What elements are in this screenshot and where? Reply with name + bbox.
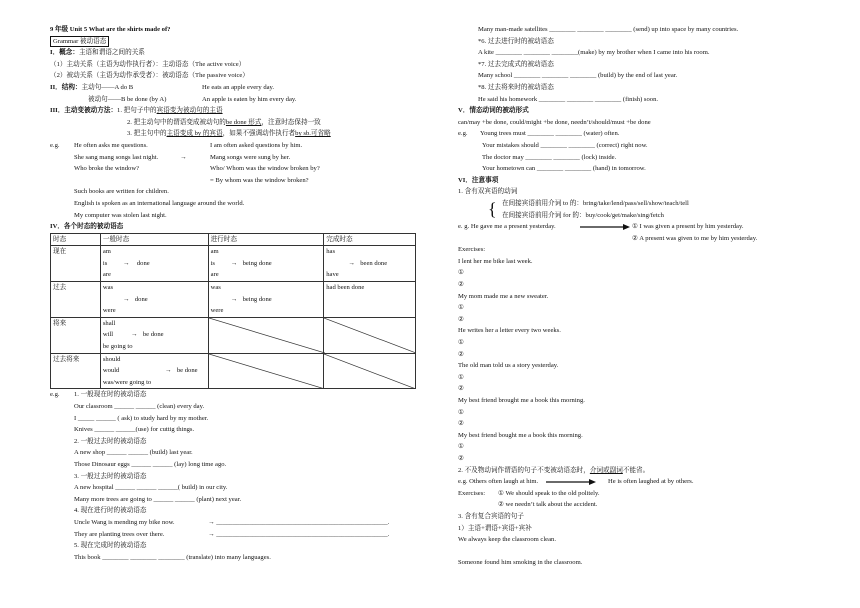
tense-cell: 现在 bbox=[51, 246, 101, 282]
answer-slot: ② bbox=[458, 350, 464, 358]
right-column bbox=[458, 24, 828, 569]
structure-active: II．结构：主动句——A do B He eats an apple every day. bbox=[50, 83, 275, 91]
simple-cell: was were → done bbox=[102, 284, 148, 315]
note-3: 3. 含有复合宾语的句子 bbox=[458, 512, 524, 520]
perfect-cell: has have → been done bbox=[326, 248, 388, 279]
table-header: 一般时态 bbox=[100, 233, 208, 246]
note-3-sub: 1）主语+谓语+宾语+宾补 bbox=[458, 524, 532, 532]
extra-example: English is spoken as an international language around the world. bbox=[74, 199, 245, 207]
method-step-2: 2. 把主动句中的谓语变成被动句的be done 形式，注意时态保持一致 bbox=[127, 118, 321, 126]
exercise-heading: 3. 一般过去时的被动语态 bbox=[74, 472, 147, 480]
simple-cell: am is are → done bbox=[102, 248, 150, 279]
concept-active: （1）主动关系（主语为动作执行者）：主动语态（The active voice） bbox=[50, 60, 246, 68]
empty-cell bbox=[211, 354, 322, 389]
empty-cell bbox=[211, 318, 322, 353]
answer-slot: ② bbox=[458, 315, 464, 323]
exercise-sentence: I lent her me bike last week. bbox=[458, 257, 533, 265]
exercise-item: Many school ________ ________ ________ (build) by the end of last year. bbox=[478, 72, 678, 80]
exercise-item: He said his homework ________ ________ ________ (finish) soon. bbox=[478, 95, 659, 103]
exercise-item: Many man-made satellites ________ ________ ________ (send) up into space by many countries. bbox=[478, 26, 739, 33]
note-3-example: We always keep the classroom clean. bbox=[458, 536, 556, 544]
table-row bbox=[51, 353, 416, 389]
table-header: 完成时态 bbox=[324, 233, 416, 246]
arrow-right-icon bbox=[546, 479, 596, 485]
modal-example: The doctor may ________ ________ (lock) inside. bbox=[482, 153, 617, 161]
answer-slot: ② bbox=[458, 420, 464, 428]
note-2-exercise: Exercises: ① We should speak to the old politely. bbox=[458, 489, 600, 497]
exercise-heading: *6. 过去进行时的被动语态 bbox=[478, 37, 554, 45]
exercise-sentence: The old man told us a story yesterday. bbox=[458, 362, 559, 370]
notes-heading: VI．注意事项 bbox=[458, 176, 499, 184]
modal-example: Your hometown can ________ ________ (hand) in tomorrow. bbox=[482, 165, 646, 173]
exercise-item: Knives ______ ______(use) for cuttig things. bbox=[74, 426, 195, 434]
exercise-item: Many more trees are going to ______ ______ (plant) next year. bbox=[74, 495, 242, 503]
answer-slot: ① bbox=[458, 269, 464, 277]
table-header: 时态 bbox=[51, 233, 101, 246]
answer-slot: ① bbox=[458, 339, 464, 347]
example-row: e.g. He often asks me questions. I am often asked questions by him. bbox=[50, 141, 303, 149]
note-2-exercise: ② we needn’t talk about the accident. bbox=[498, 501, 598, 509]
exercise-item: They are planting trees over there. → ____________________________________________________. bbox=[74, 530, 390, 538]
tense-cell: 过去将来 bbox=[51, 353, 101, 389]
exercise-sentence: My best friend bought me a book this morning. bbox=[458, 431, 583, 439]
answer-slot: ① bbox=[458, 304, 464, 312]
exercise-heading: 2. 一般过去时的被动语态 bbox=[74, 437, 147, 445]
diagonal-line bbox=[324, 318, 416, 353]
answer-slot: ② bbox=[458, 385, 464, 393]
progressive-cell: was were → being done bbox=[210, 284, 272, 315]
note-2-example: e.g. Others often laugh at him. He is often laughed at by others. bbox=[458, 478, 694, 486]
note-1-result: ② A present was given to me by him yesterday. bbox=[632, 234, 758, 242]
simple-cell: shall will be going to → be done bbox=[102, 319, 164, 351]
extra-example: My computer was stolen last night. bbox=[74, 211, 167, 219]
modal-example: Your mistakes should ________ ________ (correct) right now. bbox=[482, 141, 648, 149]
example-row: = By whom was the window broken? bbox=[210, 176, 309, 184]
right-top-exercises bbox=[458, 24, 828, 105]
exercise-heading: *7. 过去完成式的被动语态 bbox=[478, 60, 554, 68]
progressive-cell: am is are → being done bbox=[210, 248, 272, 279]
exercise-item: Those Dinosaur eggs ______ ______ (lay) long time ago. bbox=[74, 461, 227, 469]
concept-line: I．概念：主语和谓语之间的关系 bbox=[50, 49, 145, 57]
exercise-item: This book ________ ________ ________ (translate) into many languages. bbox=[74, 553, 271, 561]
empty-cell bbox=[326, 354, 413, 389]
page-title: 9 年级 Unit 5 What are the shirts made of? bbox=[50, 26, 171, 33]
exercise-item: A new hospital ______ ______ ______( build) in our city. bbox=[74, 484, 228, 492]
exercise-heading: e.g. 1. 一般现在时的被动语态 bbox=[50, 391, 147, 399]
exercise-item: A kite ________ ________ ________(make) by my brother when I came into his room. bbox=[478, 49, 710, 57]
note-1-example: e. g. He gave me a present yesterday. ① I was given a present by him yesterday. bbox=[458, 223, 744, 231]
spacer bbox=[458, 546, 828, 558]
grammar-box: Grammar 被动语态 bbox=[50, 36, 109, 47]
exercise-heading: *8. 过去将来时的被动语态 bbox=[478, 83, 554, 91]
concept-passive: （2）被动关系（主语为动作承受者）：被动语态（The passive voice） bbox=[50, 72, 249, 80]
example-row: She sang mang songs last night. → Mang songs were sung by her. bbox=[74, 153, 291, 161]
modal-rule: can/may +be done, could/might +be done, needn’t/should/must +be done bbox=[458, 118, 651, 126]
tense-cell: 过去 bbox=[51, 282, 101, 318]
table-header: 进行时态 bbox=[208, 233, 324, 246]
table-row bbox=[51, 282, 416, 318]
method-step-1: III．主动变被动方法：1. 把句子中的宾语变为被动句的主语 bbox=[50, 107, 223, 115]
empty-cell bbox=[326, 318, 413, 353]
exercise-item: A new shop ______ ______ (build) last year. bbox=[74, 449, 193, 457]
note-2: 2. 不及物动词作谓语的句子不变被动语态时，介词或副词不能省。 bbox=[458, 466, 650, 474]
table-row bbox=[51, 246, 416, 282]
example-row: Who broke the window? Who/ Whom was the window broken by? bbox=[74, 165, 320, 173]
simple-cell: should would was/were going to → be done bbox=[102, 355, 198, 386]
brace-icon: { bbox=[488, 198, 497, 219]
exercise-item: Uncle Wang is mending my bike now. → ____________________________________________________. bbox=[74, 519, 390, 526]
answer-slot: ① bbox=[458, 443, 464, 451]
diagonal-line bbox=[209, 354, 325, 389]
left-column bbox=[50, 24, 418, 563]
tense-cell: 将来 bbox=[51, 317, 101, 353]
exercise-heading: 5. 现在完成时的被动语态 bbox=[74, 542, 147, 550]
note-1: 1. 含有双宾语的动词 bbox=[458, 188, 518, 196]
answer-slot: ① bbox=[458, 373, 464, 381]
modal-heading: V．情态动词的被动形式 bbox=[458, 107, 529, 115]
table-heading: IV．各个时态的被动语态 bbox=[50, 223, 124, 231]
left-exercises bbox=[50, 389, 418, 563]
exercises-label: Exercises: bbox=[458, 246, 486, 254]
method-step-3: 3. 把主句中的主语变成 by 的宾语，如果不强调动作执行者by sb.可省略 bbox=[127, 130, 331, 138]
answer-slot: ② bbox=[458, 454, 464, 462]
exercise-sentence: My mom made me a new sweater. bbox=[458, 292, 549, 300]
note-1-rules: { 在间接宾语前用介词 to 的：bring/take/lend/pass/sell/show/teach/tell 在间接宾语前用介词 for 的：buy/cook/get/make/sing/fetch bbox=[488, 198, 689, 219]
extra-example: Such books are written for children. bbox=[74, 188, 169, 196]
double-object-exercises bbox=[458, 256, 828, 465]
arrow-right-icon bbox=[580, 224, 630, 230]
table-row bbox=[51, 317, 416, 353]
modal-example: e.g. Young trees must ________ ________ (water) often. bbox=[458, 130, 620, 138]
note-3-example: Someone found him smoking in the classroom. bbox=[458, 559, 583, 567]
exercise-item: Our classroom ______ ______ (clean) every day. bbox=[74, 403, 205, 411]
exercise-sentence: He writes her a letter every two weeks. bbox=[458, 327, 561, 335]
perfect-cell: had been done bbox=[324, 282, 416, 318]
exercise-heading: 4. 现在进行时的被动语态 bbox=[74, 507, 147, 515]
exercise-sentence: My best friend brought me a book this morning. bbox=[458, 397, 585, 404]
answer-slot: ① bbox=[458, 408, 464, 416]
structure-passive: 被动句——B be done (by A) An apple is eaten by him every day. bbox=[88, 95, 297, 103]
diagonal-line bbox=[209, 318, 325, 353]
exercise-item: I _____ ______ ( ask) to study hard by my mother. bbox=[74, 414, 209, 422]
tense-table bbox=[50, 233, 416, 390]
table-header-row bbox=[51, 233, 416, 246]
diagonal-line bbox=[324, 354, 416, 389]
answer-slot: ② bbox=[458, 281, 464, 289]
